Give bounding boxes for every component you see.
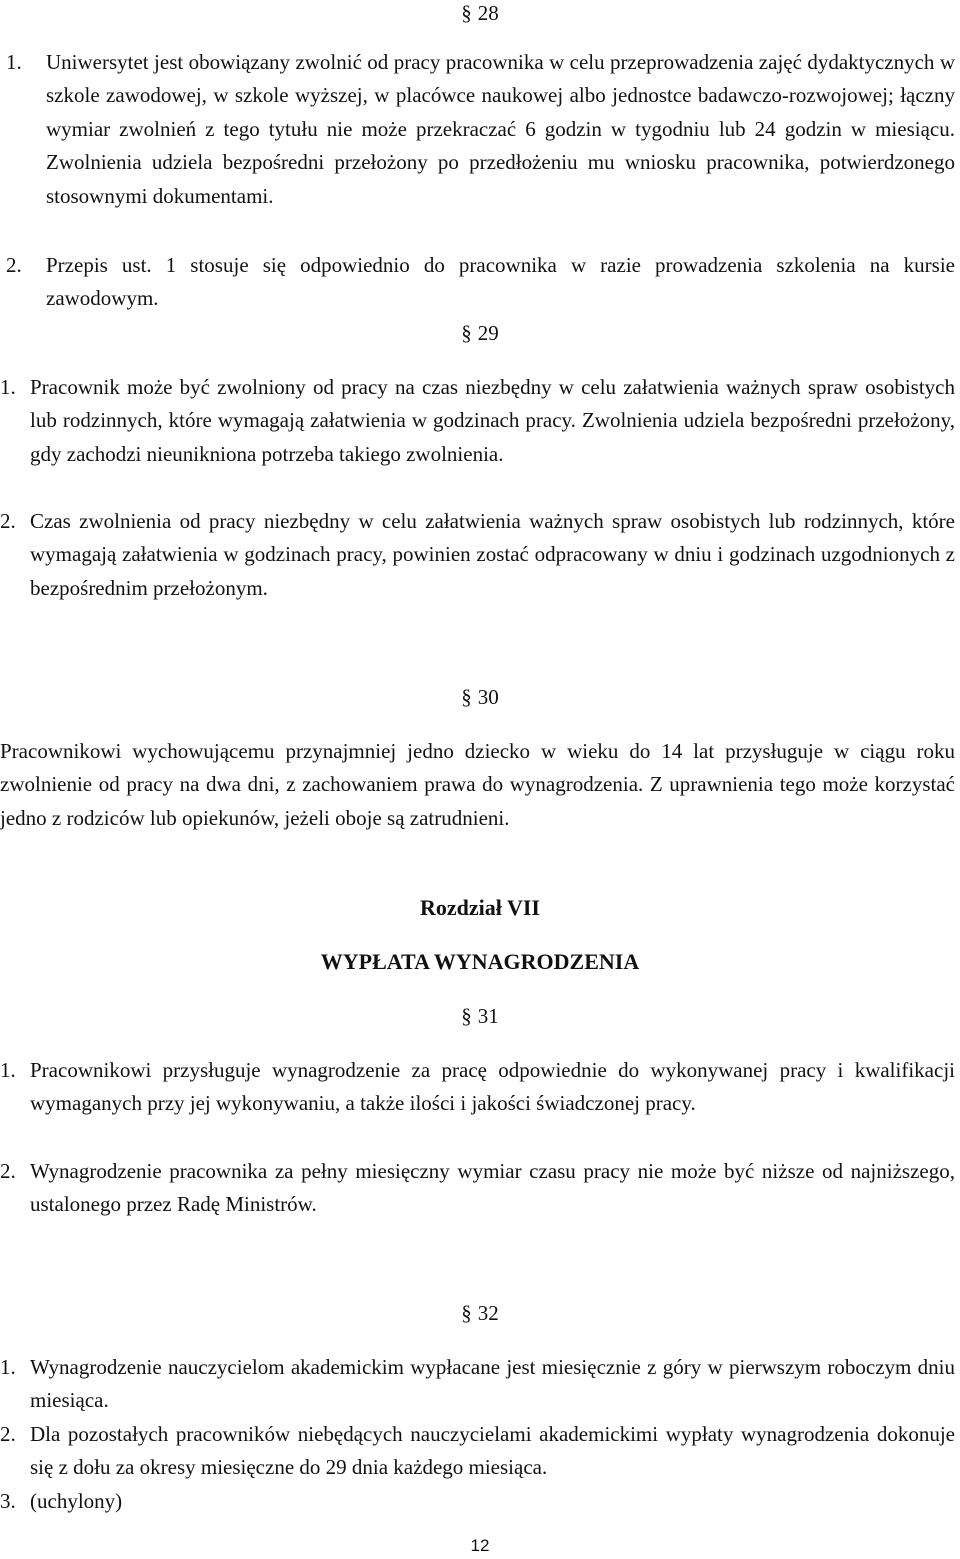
item-text: Uniwersytet jest obowiązany zwolnić od pracy pracownika w celu przeprowadzenia zajęć dydaktycznych w szkole zawodowej, w szkole wyższej, w placówce naukowej albo jednostce badawczo-rozwojowej; łączny wymiar zwolnień z tego tytułu nie może przekraczać 6 godzin w tygodniu lub 24 godzin w miesiącu. Zwolnienia udziela bezpośredni przełożony po przedłożeniu mu wniosku pracownika, potwierdzonego stosownymi dokumentami. xyxy=(46,50,955,208)
s32-item-3 xyxy=(0,1485,955,1518)
item-text: Dla pozostałych pracowników niebędących nauczycielami akademickimi wypłaty wynagrodzenia dokonuje się z dołu za okresy miesięczne do 29 dnia każdego miesiąca. xyxy=(30,1422,955,1480)
s28-item-2 xyxy=(6,249,955,316)
s28-item-1 xyxy=(6,46,955,213)
item-text: Przepis ust. 1 stosuje się odpowiednio do pracownika w razie prowadzenia szkolenia na kursie zawodowym. xyxy=(46,253,955,311)
section-symbol: § xyxy=(461,685,472,709)
section-symbol: § xyxy=(461,1004,472,1028)
item-text: Pracownikowi przysługuje wynagrodzenie za pracę odpowiednie do wykonywanej pracy i kwalifikacji wymaganych przy jej wykonywaniu, a także ilości i jakości świadczonej pracy. xyxy=(30,1058,955,1116)
section-number: 28 xyxy=(477,1,499,25)
item-number: 2. xyxy=(0,509,16,533)
section-number: 32 xyxy=(477,1301,499,1325)
s32-item-1 xyxy=(0,1351,955,1418)
section-30-heading xyxy=(0,684,960,710)
section-symbol: § xyxy=(461,1301,472,1325)
item-number: 2. xyxy=(6,253,22,277)
s29-item-2 xyxy=(0,505,955,605)
section-31-heading xyxy=(0,1003,960,1029)
section-number: 31 xyxy=(477,1004,499,1028)
item-text: Czas zwolnienia od pracy niezbędny w celu załatwienia ważnych spraw osobistych lub rodzinnych, które wymagają załatwienia w godzinach pracy, powinien zostać odpracowany w dniu i godzinach uzgodnionych z bezpośrednim przełożonym. xyxy=(30,509,955,600)
item-text: Wynagrodzenie pracownika za pełny miesięczny wymiar czasu pracy nie może być niższe od najniższego, ustalonego przez Radę Ministrów. xyxy=(30,1159,955,1217)
s29-item-1 xyxy=(0,371,955,471)
item-number: 3. xyxy=(0,1489,16,1513)
item-number: 1. xyxy=(0,375,16,399)
s32-item-2 xyxy=(0,1418,955,1485)
section-28-heading xyxy=(0,0,960,26)
item-number: 1. xyxy=(6,50,22,74)
chapter-subtitle: WYPŁATA WYNAGRODZENIA xyxy=(320,949,640,974)
item-text: Wynagrodzenie nauczycielom akademickim wypłacane jest miesięcznie z góry w pierwszym roboczym dniu miesiąca. xyxy=(30,1355,955,1413)
section-number: 30 xyxy=(477,685,499,709)
section-29-heading xyxy=(0,320,960,346)
item-text: Pracownik może być zwolniony od pracy na czas niezbędny w celu załatwienia ważnych spraw osobistych lub rodzinnych, które wymagają załatwienia w godzinach pracy. Zwolnienia udziela bezpośredni przełożony, gdy zachodzi nieunikniona potrzeba takiego zwolnienia. xyxy=(30,375,955,466)
item-number: 1. xyxy=(0,1058,16,1082)
item-number: 1. xyxy=(0,1355,16,1379)
s31-item-2 xyxy=(0,1155,955,1222)
chapter-title: Rozdział VII xyxy=(420,895,540,920)
item-text: (uchylony) xyxy=(30,1489,123,1513)
section-symbol: § xyxy=(461,321,472,345)
item-number: 2. xyxy=(0,1422,16,1446)
page-number: 12 xyxy=(470,1536,490,1555)
item-number: 2. xyxy=(0,1159,16,1183)
section-number: 29 xyxy=(477,321,499,345)
section-symbol: § xyxy=(461,1,472,25)
section-32-heading xyxy=(0,1300,960,1326)
s31-item-1 xyxy=(0,1054,955,1121)
s30-paragraph: Pracownikowi wychowującemu przynajmniej jedno dziecko w wieku do 14 lat przysługuje w ciągu roku zwolnienie od pracy na dwa dni, z zachowaniem prawa do wynagrodzenia. Z uprawnienia tego może korzystać jedno z rodziców lub opiekunów, jeżeli oboje są zatrudnieni. xyxy=(0,739,955,830)
